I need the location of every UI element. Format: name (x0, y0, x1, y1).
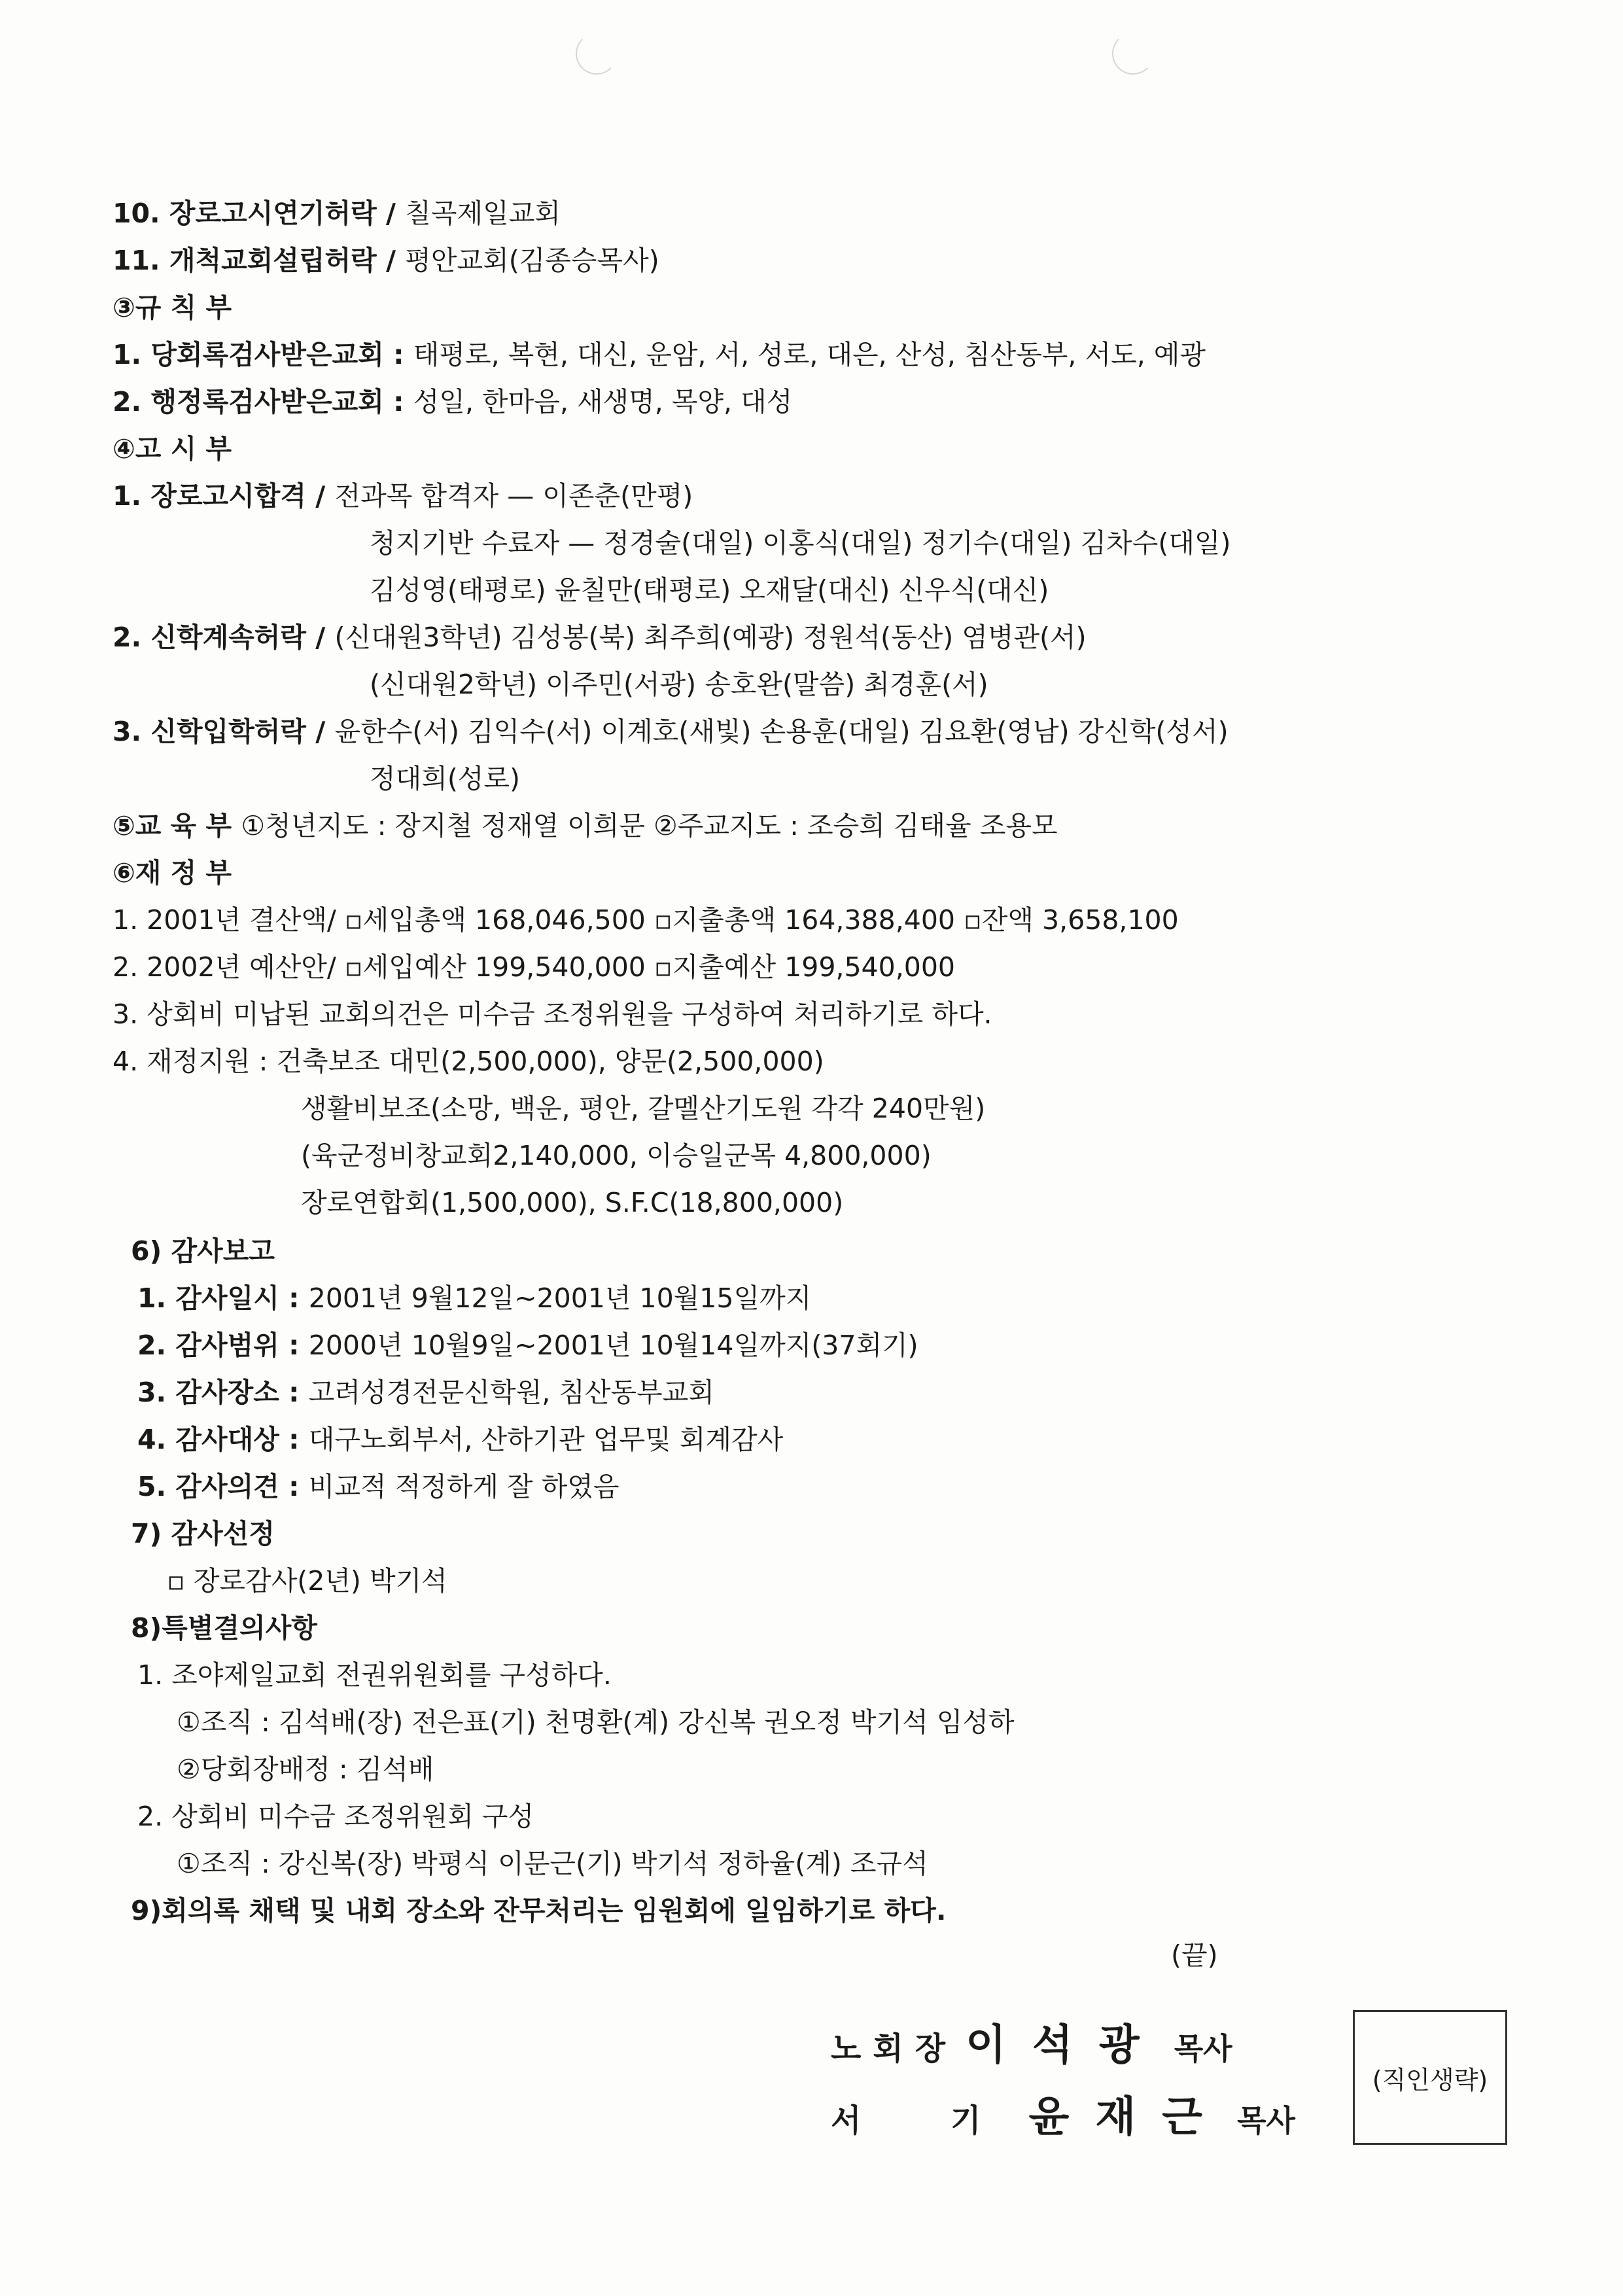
clerk-name: 윤재근 (1028, 2093, 1229, 2142)
clerk-title: 목사 (1237, 2103, 1295, 2138)
line-text: 비교적 적정하게 잘 하였음 (308, 1471, 620, 1502)
line-label: 2. 행정록검사받은교회 : (113, 386, 413, 417)
line-label: 5. 감사의견 : (137, 1471, 309, 1502)
line-label: 2. 신학계속허락 / (113, 622, 335, 653)
line-label: ⑤교 육 부 (113, 810, 241, 841)
minutes-line (370, 526, 1231, 560)
minutes-line (131, 1234, 275, 1268)
chair-role: 노회장 (831, 2030, 958, 2067)
minutes-line (131, 1894, 946, 1928)
minutes-line (137, 1328, 918, 1362)
line-label: 10. 장로고시연기허락 / (113, 198, 406, 229)
minutes-line (137, 1375, 714, 1409)
minutes-line (301, 1186, 843, 1220)
minutes-line (113, 950, 955, 984)
minutes-line (113, 385, 792, 419)
minutes-line (113, 196, 561, 230)
minutes-line (113, 291, 232, 325)
minutes-line (1171, 1938, 1218, 1972)
signature-clerk (831, 2093, 1295, 2142)
line-text: 1. 2001년 결산액/ ▫세입총액 168,046,500 ▫지출총액 164,388,400 ▫잔액 3,658,100 (113, 904, 1179, 936)
minutes-line (137, 1470, 620, 1504)
line-text: 2000년 10월9일~2001년 10월14일까지(37회기) (308, 1330, 918, 1361)
line-text: 윤한수(서) 김익수(서) 이계호(새빛) 손용훈(대일) 김요환(영남) 강신학(성서) (334, 716, 1229, 747)
minutes-line (137, 1799, 534, 1833)
line-label: 3. 신학입학허락 / (113, 716, 335, 747)
line-label: 1. 감사일시 : (137, 1282, 309, 1314)
minutes-line (113, 338, 1206, 372)
minutes-line (113, 243, 659, 277)
minutes-line (137, 1281, 811, 1315)
line-label: ⑥재 정 부 (113, 857, 232, 889)
line-label: 11. 개척교회설립허락 / (113, 245, 406, 276)
line-text: 생활비보조(소망, 백운, 평안, 갈멜산기도원 각각 240만원) (301, 1093, 986, 1124)
minutes-line (113, 809, 1058, 843)
minutes-line (301, 1139, 932, 1173)
minutes-line (113, 432, 232, 466)
line-text: 성일, 한마음, 새생명, 목양, 대성 (413, 386, 793, 417)
minutes-line (137, 1422, 783, 1457)
minutes-line (113, 715, 1229, 749)
line-text: 김성영(태평로) 윤칠만(태평로) 오재달(대신) 신우식(대신) (370, 574, 1049, 606)
line-text: ①조직 : 김석배(장) 전은표(기) 천명환(계) 강신복 권오정 박기석 임성하 (177, 1706, 1015, 1738)
minutes-line (131, 1517, 275, 1551)
line-label: 3. 감사장소 : (137, 1377, 309, 1408)
line-text: 청지기반 수료자 — 정경술(대일) 이홍식(대일) 정기수(대일) 김차수(대일) (370, 527, 1231, 559)
signature-chair (831, 2021, 1232, 2070)
minutes-line (301, 1091, 985, 1125)
line-text: (신대원3학년) 김성봉(북) 최주희(예광) 정원석(동산) 염병관(서) (334, 622, 1087, 653)
line-label: 7) 감사선정 (131, 1518, 275, 1549)
minutes-line (137, 1658, 612, 1692)
chair-name: 이석광 (966, 2021, 1166, 2070)
minutes-line (370, 667, 988, 701)
line-text: ①조직 : 강신복(장) 박평식 이문근(기) 박기석 정하율(계) 조규석 (177, 1848, 928, 1879)
line-text: ②당회장배정 : 김석배 (177, 1754, 434, 1785)
line-text: 2. 상회비 미수금 조정위원회 구성 (137, 1801, 534, 1832)
minutes-line (113, 856, 232, 890)
line-label: 1. 당회록검사받은교회 : (113, 339, 413, 370)
line-text: (육군정비창교회2,140,000, 이승일군목 4,800,000) (301, 1140, 932, 1171)
line-label: ③규 칙 부 (113, 292, 232, 323)
line-text: 평안교회(김종승목사) (405, 245, 659, 276)
line-label: 6) 감사보고 (131, 1235, 275, 1267)
line-text: (신대원2학년) 이주민(서광) 송호완(말씀) 최경훈(서) (370, 669, 988, 700)
line-text: 전과목 합격자 — 이존춘(만평) (334, 480, 693, 512)
line-text: 2001년 9월12일~2001년 10월15일까지 (308, 1282, 812, 1314)
punch-hole-mark (576, 33, 618, 75)
line-text: ①청년지도 : 장지철 정재열 이희문 ②주교지도 : 조승희 김태율 조용모 (241, 810, 1058, 841)
line-label: 1. 장로고시합격 / (113, 480, 335, 512)
minutes-line (113, 997, 992, 1031)
line-label: 2. 감사범위 : (137, 1330, 309, 1361)
line-text: 정대희(성로) (370, 763, 521, 794)
line-text: 칠곡제일교회 (405, 198, 561, 229)
line-label: ④고 시 부 (113, 433, 232, 465)
line-text: 고려성경전문신학원, 침산동부교회 (308, 1377, 714, 1408)
minutes-line (177, 1752, 434, 1786)
line-label: 4. 감사대상 : (137, 1424, 309, 1455)
chair-title: 목사 (1174, 2031, 1232, 2066)
line-text: 2. 2002년 예산안/ ▫세입예산 199,540,000 ▫지출예산 199,540,000 (113, 951, 955, 983)
line-text: 1. 조야제일교회 전권위원회를 구성하다. (137, 1659, 612, 1691)
line-text: 3. 상회비 미납된 교회의건은 미수금 조정위원을 구성하여 처리하기로 하다. (113, 998, 992, 1030)
line-text: 4. 재정지원 : 건축보조 대민(2,500,000), 양문(2,500,000) (113, 1046, 824, 1077)
line-text: 대구노회부서, 산하기관 업무및 회계감사 (308, 1424, 784, 1455)
seal-omitted-text: (직인생략) (1372, 2065, 1488, 2094)
line-label: 8)특별결의사항 (131, 1612, 317, 1644)
line-text: (끝) (1171, 1939, 1218, 1971)
clerk-role: 서 기 (831, 2102, 1021, 2139)
line-text: 장로연합회(1,500,000), S.F.C(18,800,000) (301, 1187, 844, 1218)
minutes-line (370, 762, 520, 796)
line-text: ▫ 장로감사(2년) 박기석 (167, 1565, 447, 1597)
line-label: 9)회의록 채택 및 내회 장소와 잔무처리는 임원회에 일임하기로 하다. (131, 1895, 947, 1926)
minutes-line (167, 1564, 447, 1598)
seal-omitted-box (1353, 2010, 1507, 2145)
minutes-line (113, 479, 693, 513)
minutes-line (113, 1044, 824, 1078)
minutes-line (177, 1846, 928, 1881)
line-text: 태평로, 복현, 대신, 운암, 서, 성로, 대은, 산성, 침산동부, 서도, 예광 (413, 339, 1206, 370)
minutes-line (131, 1611, 317, 1645)
minutes-line (370, 573, 1049, 607)
minutes-line (177, 1705, 1015, 1739)
minutes-line (113, 620, 1087, 654)
minutes-line (113, 903, 1179, 937)
punch-hole-mark (1112, 33, 1154, 75)
